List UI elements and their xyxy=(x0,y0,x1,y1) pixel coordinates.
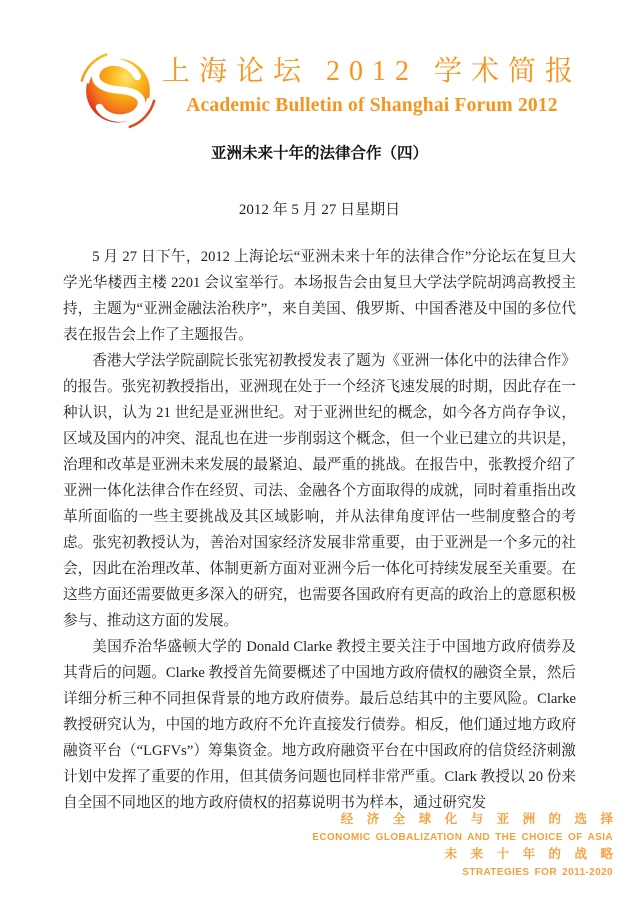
bulletin-title-en: Academic Bulletin of Shanghai Forum 2012 xyxy=(186,95,558,117)
footer-slogan-zh-1: 经 济 全 球 化 与 亚 洲 的 选 择 xyxy=(340,812,618,826)
bulletin-footer xyxy=(312,811,618,881)
bulletin-titles xyxy=(162,46,582,117)
bulletin-header xyxy=(76,46,581,134)
footer-slogan-en-1: ECONOMIC GLOBALIZATION AND THE CHOICE OF ASIA xyxy=(312,831,613,843)
article-title: 亚洲未来十年的法律合作（四） xyxy=(210,145,428,162)
shanghai-forum-logo xyxy=(76,46,162,134)
paragraph-1: 5 月 27 日下午，2012 上海论坛“亚洲未来十年的法律合作”分论坛在复旦大学光华楼西主楼 2201 会议室举行。本场报告会由复旦大学法学院胡鸿高教授主持，主题为“亚洲金融法治秩序”，来自美国、俄罗斯、中国香港及中国的多位代表在报告会上作了主题报告。 xyxy=(63,249,576,343)
article-paragraphs xyxy=(63,244,576,816)
footer-slogan-zh-2: 未 来 十 年 的 战 略 xyxy=(444,847,618,862)
article-date: 2012 年 5 月 27 日星期日 xyxy=(238,202,401,218)
forum-sphere-icon xyxy=(76,46,160,132)
footer-slogan-en-2: STRATEGIES FOR 2011-2020 xyxy=(462,866,613,878)
paragraph-3: 美国乔治华盛顿大学的 Donald Clarke 教授主要关注于中国地方政府债券及其背后的问题。Clarke 教授首先简要概述了中国地方政府债权的融资全景，然后详细分析三种不同担保背景的地方政府债券。最后总结其中的主要风险。Clarke 教授研究认为，中国的地方政府不允许直接发行债券。相反，他们通过地方政府融资平台（“LGFVs”）筹集资金。地方政府融资平台在中国政府的信贷经济刺激计划中发挥了重要的作用，但其债务问题也同样非常严重。Clark 教授以 20 份来自全国不同地区的地方政府债权的招募说明书为样本，通过研究发 xyxy=(63,639,576,811)
bulletin-title-zh: 上海论坛 2012 学术简报 xyxy=(162,56,583,87)
paragraph-2: 香港大学法学院副院长张宪初教授发表了题为《亚洲一体化中的法律合作》的报告。张宪初教授指出，亚洲现在处于一个经济飞速发展的时期，因此存在一种认识，认为 21 世纪是亚洲世纪。对于亚洲世纪的概念，如今各方尚存争议，区域及国内的冲突、混乱也在进一步削弱这个概念，但一个业已建立的共识是，治理和改革是亚洲未来发展的最紧迫、最严重的挑战。在报告中，张教授介绍了亚洲一体化法律合作在经贸、司法、金融各个方面取得的成就，同时着重指出改革所面临的一些主要挑战及其区域影响，并从法律角度评估一些制度整合的考虑。张宪初教授认为，善治对国家经济发展非常重要，由于亚洲是一个多元的社会，因此在治理改革、体制更新方面对亚洲今后一体化可持续发展至关重要。在这些方面还需要做更多深入的研究，也需要各国政府有更高的政治上的意愿积极参与、推动这方面的发展。 xyxy=(63,353,576,629)
bulletin-article xyxy=(63,143,576,816)
